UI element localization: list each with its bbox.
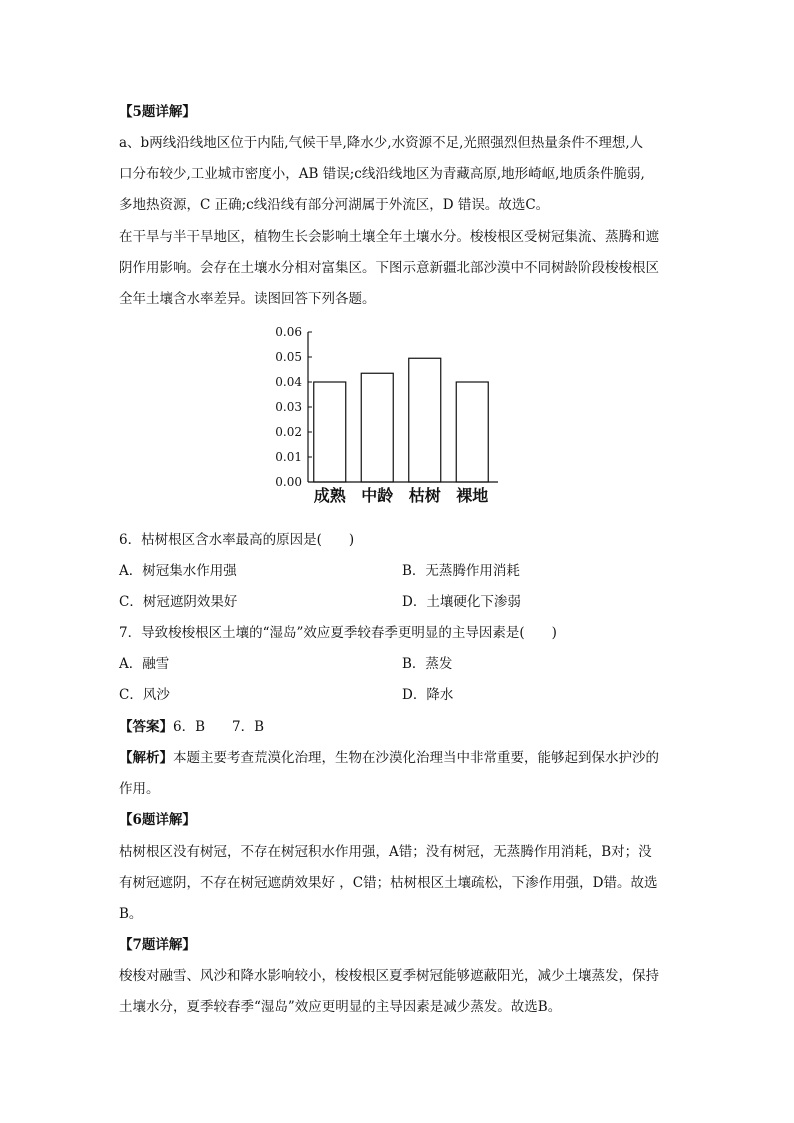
q7-option-d: D．降水 (402, 687, 454, 703)
x-label-0: 成熟 (313, 486, 346, 505)
answer-line (119, 718, 264, 736)
bar-0 (314, 382, 346, 482)
section5-line-3: 多地热资源，C 正确;c线沿线有部分河湖属于外流区，D 错误。故选C。 (119, 197, 550, 213)
q6-option-a: A．树冠集水作用强 (119, 563, 237, 579)
analysis-text: 本题主要考查荒漠化治理，生物在沙漠化治理当中非常重要，能够起到保水护沙的 (173, 750, 659, 766)
x-label-1: 中龄 (361, 486, 394, 505)
bar-3 (456, 382, 488, 482)
analysis-line-1 (119, 749, 659, 767)
section7-line-2: 土壤水分，夏季较春季“湿岛”效应更明显的主导因素是减少蒸发。故选B。 (119, 999, 562, 1015)
q6-option-c: C．树冠遮阴效果好 (119, 594, 238, 610)
x-label-3: 裸地 (456, 486, 489, 505)
soil-moisture-bar-chart (268, 322, 508, 508)
q6-option-b: B．无蒸腾作用消耗 (402, 563, 520, 579)
section7-header: 【7题详解】 (119, 937, 196, 953)
section6-line-1: 枯树根区没有树冠，不存在树冠积水作用强，A错；没有树冠，无蒸腾作用消耗，B对；没 (119, 844, 652, 860)
x-label-2: 枯树 (408, 486, 441, 505)
x-axis-labels (314, 486, 489, 505)
y-tick-label-1: 0.01 (275, 450, 302, 464)
y-tick-label-0: 0.00 (275, 475, 302, 489)
bar-2 (409, 358, 441, 482)
bars (314, 358, 489, 482)
bar-1 (361, 373, 393, 482)
q7-option-c: C．风沙 (119, 687, 170, 703)
section5-line-2: 口分布较少,工业城市密度小，AB 错误;c线沿线地区为青藏高原,地形崎岖,地质条件脆弱, (119, 166, 645, 182)
q6-option-d: D．土壤硬化下渗弱 (402, 594, 521, 610)
section5-line-1: a、b两线沿线地区位于内陆,气候干旱,降水少,水资源不足,光照强烈但热量条件不理想,人 (119, 135, 644, 151)
y-axis-ticks (275, 325, 312, 489)
section6-line-3: B。 (119, 906, 143, 922)
section5-header: 【5题详解】 (119, 104, 196, 120)
section6-header: 【6题详解】 (119, 812, 196, 828)
answer-label: 【答案】 (119, 719, 173, 735)
intro-line-1: 在干旱与半干旱地区，植物生长会影响土壤全年土壤水分。梭梭根区受树冠集流、蒸腾和遮 (119, 229, 659, 245)
q7-option-b: B．蒸发 (402, 656, 453, 672)
y-tick-label-3: 0.03 (275, 400, 302, 414)
q6-stem: 6．枯树根区含水率最高的原因是( ) (119, 532, 355, 548)
analysis-line-2: 作用。 (119, 781, 160, 797)
intro-line-2: 阴作用影响。会存在土壤水分相对富集区。下图示意新疆北部沙漠中不同树龄阶段梭梭根区 (119, 260, 659, 276)
y-tick-label-2: 0.02 (275, 425, 302, 439)
section6-line-2: 有树冠遮阴，不存在树冠遮荫效果好 ，C错；枯树根区土壤疏松，下渗作用强，D错。故选 (119, 875, 658, 891)
intro-line-3: 全年土壤含水率差异。读图回答下列各题。 (119, 291, 376, 307)
y-tick-label-6: 0.06 (275, 325, 302, 339)
answer-text: 6．B 7．B (173, 719, 265, 735)
y-tick-label-5: 0.05 (275, 350, 302, 364)
q7-option-a: A．融雪 (119, 656, 170, 672)
analysis-label: 【解析】 (119, 750, 173, 766)
y-tick-label-4: 0.04 (275, 375, 302, 389)
section7-line-1: 梭梭对融雪、风沙和降水影响较小，梭梭根区夏季树冠能够遮蔽阳光，减少土壤蒸发，保持 (119, 968, 659, 984)
q7-stem: 7．导致梭梭根区土壤的“湿岛”效应夏季较春季更明显的主导因素是( ) (119, 625, 557, 641)
